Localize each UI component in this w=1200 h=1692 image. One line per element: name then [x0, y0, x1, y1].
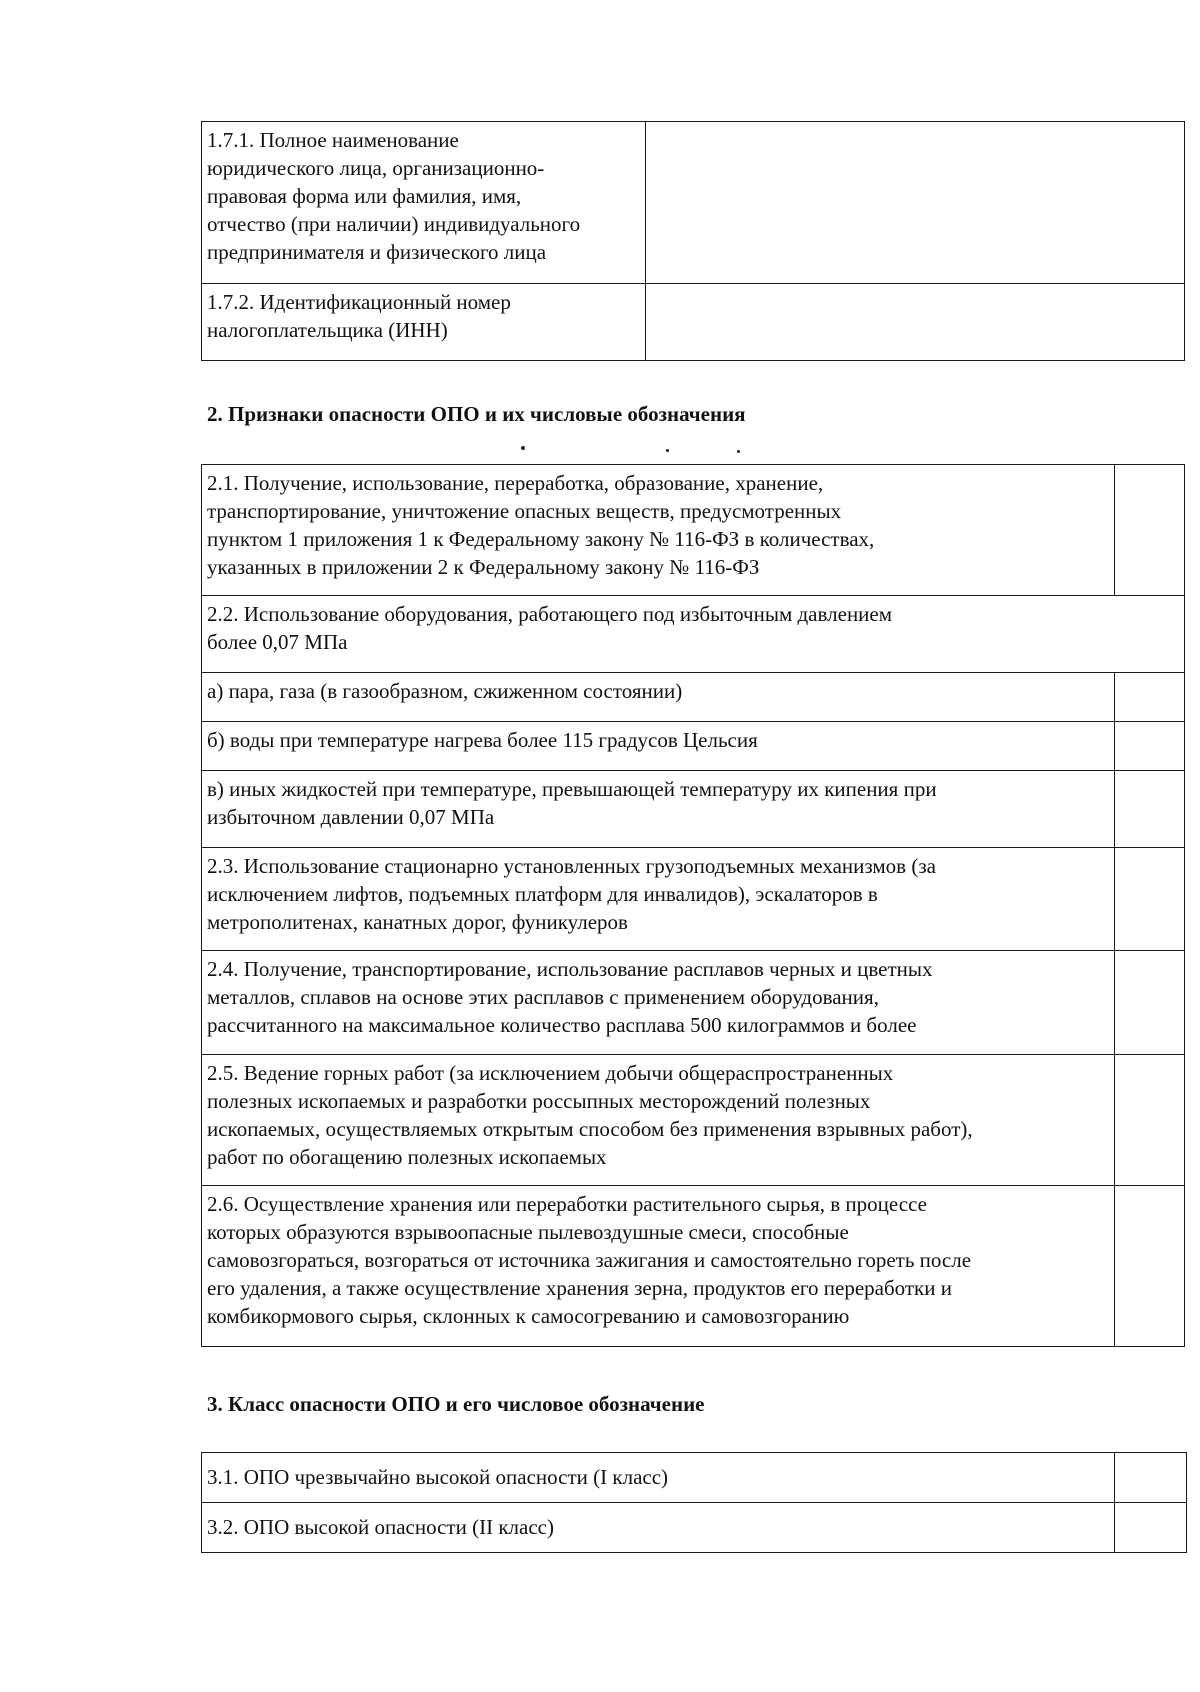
text-line: его удаления, а также осуществление хранения зерна, продуктов его переработки и — [207, 1276, 952, 1300]
table-row — [202, 596, 1185, 673]
hazard-sign-2-4-mark-cell[interactable] — [1115, 951, 1185, 1055]
hazard-sign-2-3-mark-cell[interactable] — [1115, 848, 1185, 951]
hazard-sign-2-6-mark-cell[interactable] — [1115, 1186, 1185, 1347]
text-line: самовозгораться, возгораться от источника зажигания и самостоятельно гореть после — [207, 1248, 972, 1272]
table-row — [202, 284, 1185, 361]
hazard-sign-2-1 — [202, 465, 1115, 596]
hazard-sign-2-6 — [202, 1186, 1115, 1347]
text-line: исключением лифтов, подъемных платформ для инвалидов), эскалаторов в — [207, 882, 878, 906]
table-row — [202, 122, 1185, 284]
text-line: полезных ископаемых и разработки россыпных месторождений полезных — [207, 1089, 871, 1113]
hazard-class-3-1-mark-cell[interactable] — [1115, 1453, 1187, 1503]
scan-artifact-dot — [666, 449, 669, 452]
hazard-class-3-2-mark-cell[interactable] — [1115, 1503, 1187, 1553]
text-line: б) воды при температуре нагрева более 115 градусов Цельсия — [207, 728, 758, 752]
hazard-sign-2-5 — [202, 1055, 1115, 1186]
hazard-signs-table — [201, 464, 1185, 1347]
table-row — [202, 951, 1185, 1055]
table-row — [202, 771, 1185, 848]
hazard-class-3-1: 3.1. ОПО чрезвычайно высокой опасности (I класс) — [202, 1453, 1115, 1503]
text-line: 2.3. Использование стационарно установленных грузоподъемных механизмов (за — [207, 854, 936, 878]
table-row — [202, 465, 1185, 596]
owner-name-label — [202, 122, 646, 284]
text-line: избыточном давлении 0,07 МПа — [207, 805, 495, 829]
hazard-sign-2-2-a — [202, 673, 1115, 722]
owner-name-value-cell[interactable] — [646, 122, 1185, 284]
text-line: более 0,07 МПа — [207, 630, 348, 654]
text-line: 2.2. Использование оборудования, работающего под избыточным давлением — [207, 602, 893, 626]
table-row — [202, 1186, 1185, 1347]
text-line: ископаемых, осуществляемых открытым способом без применения взрывных работ), — [207, 1117, 973, 1141]
text-line: 1.7.1. Полное наименование — [207, 128, 459, 152]
text-line: предпринимателя и физического лица — [207, 240, 547, 264]
section-3-heading: 3. Класс опасности ОПО и его числовое обозначение — [207, 1392, 705, 1416]
owner-info-table — [201, 121, 1185, 361]
table-row — [202, 848, 1185, 951]
text-line: транспортирование, уничтожение опасных веществ, предусмотренных — [207, 499, 842, 523]
table-row — [202, 1503, 1187, 1553]
hazard-sign-2-2-v-mark-cell[interactable] — [1115, 771, 1185, 848]
hazard-sign-2-5-mark-cell[interactable] — [1115, 1055, 1185, 1186]
hazard-sign-2-2-a-mark-cell[interactable] — [1115, 673, 1185, 722]
text-line: 2.1. Получение, использование, переработка, образование, хранение, — [207, 471, 824, 495]
text-line: металлов, сплавов на основе этих расплавов с применением оборудования, — [207, 985, 879, 1009]
table-row — [202, 1055, 1185, 1186]
hazard-sign-2-2-b — [202, 722, 1115, 771]
text-line: 2.4. Получение, транспортирование, использование расплавов черных и цветных — [207, 957, 933, 981]
table-row — [202, 1453, 1187, 1503]
text-line: комбикормового сырья, склонных к самосогреванию и самовозгоранию — [207, 1304, 850, 1328]
text-line: которых образуются взрывоопасные пылевоздушные смеси, способные — [207, 1220, 849, 1244]
hazard-class-3-2: 3.2. ОПО высокой опасности (II класс) — [202, 1503, 1115, 1553]
text-line: правовая форма или фамилия, имя, — [207, 184, 522, 208]
text-line: указанных в приложении 2 к Федеральному закону № 116-ФЗ — [207, 555, 760, 579]
hazard-sign-2-2-v — [202, 771, 1115, 848]
text-line: юридического лица, организационно- — [207, 156, 545, 180]
text-line: метрополитенах, канатных дорог, фуникулеров — [207, 910, 628, 934]
hazard-sign-2-2-b-mark-cell[interactable] — [1115, 722, 1185, 771]
text-line: рассчитанного на максимальное количество расплава 500 килограммов и более — [207, 1013, 917, 1037]
hazard-sign-2-3 — [202, 848, 1115, 951]
table-row — [202, 673, 1185, 722]
inn-label — [202, 284, 646, 361]
text-line: а) пара, газа (в газообразном, сжиженном состоянии) — [207, 679, 683, 703]
inn-value-cell[interactable] — [646, 284, 1185, 361]
table-row — [202, 722, 1185, 771]
scan-artifact-dot — [521, 446, 525, 450]
text-line: 2.5. Ведение горных работ (за исключением добычи общераспространенных — [207, 1061, 894, 1085]
text-line: налогоплательщика (ИНН) — [207, 318, 448, 342]
hazard-sign-2-4 — [202, 951, 1115, 1055]
text-line: 2.6. Осуществление хранения или переработки растительного сырья, в процессе — [207, 1192, 927, 1216]
text-line: работ по обогащению полезных ископаемых — [207, 1145, 607, 1169]
text-line: 1.7.2. Идентификационный номер — [207, 290, 511, 314]
text-line: в) иных жидкостей при температуре, превышающей температуру их кипения при — [207, 777, 937, 801]
hazard-sign-2-1-mark-cell[interactable] — [1115, 465, 1185, 596]
text-line: отчество (при наличии) индивидуального — [207, 212, 581, 236]
section-2-heading: 2. Признаки опасности ОПО и их числовые обозначения — [207, 402, 746, 426]
scan-artifact-dot — [737, 450, 740, 453]
hazard-sign-2-2 — [202, 596, 1185, 673]
hazard-class-table — [201, 1452, 1187, 1553]
text-line: пунктом 1 приложения 1 к Федеральному закону № 116-ФЗ в количествах, — [207, 527, 875, 551]
